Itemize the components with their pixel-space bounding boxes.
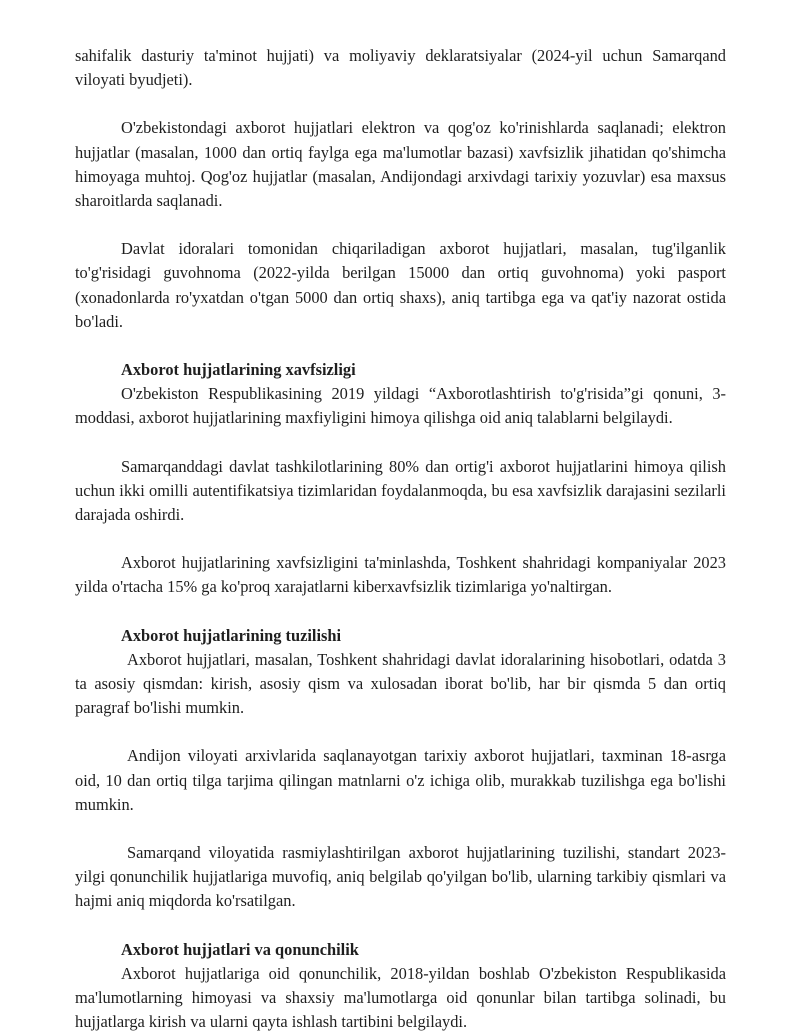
section-heading-security: Axborot hujjatlarining xavfsizligi	[121, 360, 356, 380]
section-heading-legislation: Axborot hujjatlari va qonunchilik	[121, 939, 359, 959]
paragraph-security-law: O'zbekiston Respublikasining 2019 yildagi “Axborotlashtirish to'g'risida”gi qonuni, 3-moddasi, axborot hujjatlarining maxfiyligini himoya qilishga oid aniq talablarni belgilaydi.	[75, 384, 726, 428]
paragraph-structure-archives: Andijon viloyati arxivlarida saqlanayotgan tarixiy axborot hujjatlari, taxminan 18-asrga oid, 10 dan ortiq tilga tarjima qilingan matnlarni o'z ichiga olib, murakkab tuzilishga ega bo'lishi mumkin.	[75, 746, 726, 814]
section-heading-structure: Axborot hujjatlarining tuzilishi	[121, 625, 342, 645]
paragraph-legislation: Axborot hujjatlariga oid qonunchilik, 2018-yildan boshlab O'zbekiston Respublikasida ma'lumotlarning himoyasi va shaxsiy ma'lumotlarga oid qonunlar bilan tartibga solinadi, bu hujjatlarga kirish va ularni qayta ishlash tartibini belgilaydi.	[75, 963, 726, 1032]
paragraph-structure-samarqand: Samarqand viloyatida rasmiylashtirilgan axborot hujjatlarining tuzilishi, standart 2023-yilgi qonunchilik hujjatlariga muvofiq, aniq belgilab qo'yilgan bo'lib, ularning tarkibiy qismlari va hajmi aniq miqdorda ko'rsatilgan.	[75, 843, 726, 911]
paragraph-security-samarqand: Samarqanddagi davlat tashkilotlarining 80% dan ortig'i axborot hujjatlarini himoya qilish uchun ikki omilli autentifikatsiya tizimlaridan foydalanmoqda, bu esa xavfsizlik darajasini sezilarli darajada oshirdi.	[75, 456, 726, 525]
paragraph-continuation: sahifalik dasturiy ta'minot hujjati) va moliyaviy deklaratsiyalar (2024-yil uchun Samarqand viloyati byudjeti).	[75, 46, 726, 90]
paragraph-state-documents: Davlat idoralari tomonidan chiqariladigan axborot hujjatlari, masalan, tug'ilganlik to'g'risidagi guvohnoma (2022-yilda berilgan 15000 dan ortiq guvohnoma) yoki pasport (xonadonlarda ro'yxatdan o'tgan 5000 dan ortiq shaxs), aniq tartibga ega va qat'iy nazorat ostida bo'ladi.	[75, 239, 726, 331]
paragraph-security-toshkent: Axborot hujjatlarining xavfsizligini ta'minlashda, Toshkent shahridagi kompaniyalar 2023 yilda o'rtacha 15% ga ko'proq xarajatlarni kiberxavfsizlik tizimlariga yo'naltirgan.	[75, 553, 726, 597]
paragraph-structure-reports: Axborot hujjatlari, masalan, Toshkent shahridagi davlat idoralarining hisobotlari, odatda 3 ta asosiy qismdan: kirish, asosiy qism va xulosadan iborat bo'lib, har bir qismda 5 dan ortiq paragraf bo'lishi mumkin.	[75, 649, 726, 718]
paragraph-storage: O'zbekistondagi axborot hujjatlari elektron va qog'oz ko'rinishlarda saqlanadi; elektron hujjatlar (masalan, 1000 dan ortiq faylga ega ma'lumotlar bazasi) xavfsizlik jihatidan qo'shimcha himoyaga muhtoj. Qog'oz hujjatlar (masalan, Andijondagi arxivdagi tarixiy yozuvlar) esa maxsus sharoitlarda saqlanadi.	[75, 118, 726, 211]
